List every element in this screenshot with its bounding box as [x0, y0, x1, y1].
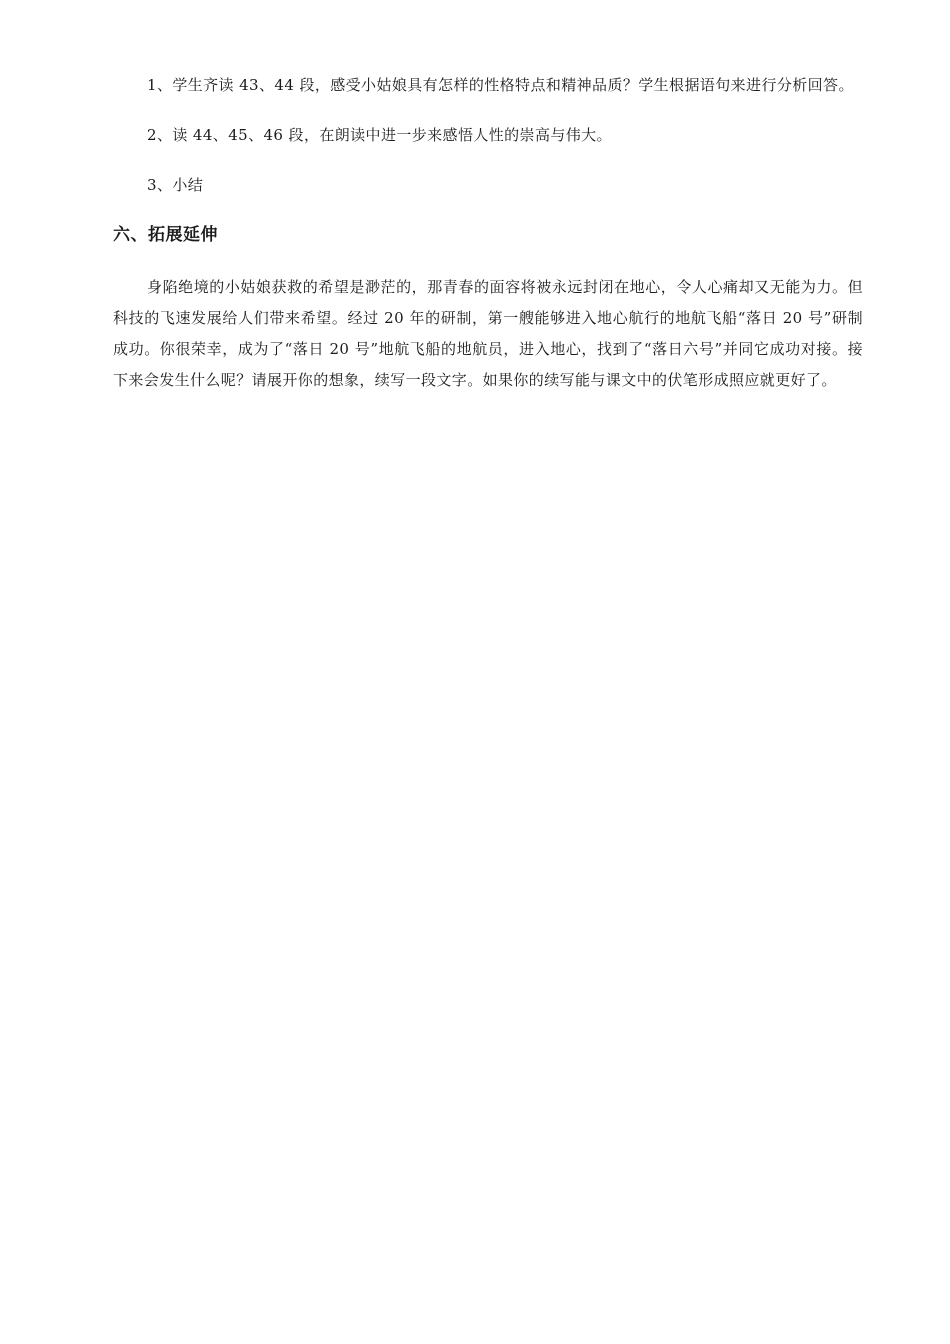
section-heading: 六、拓展延伸	[113, 225, 218, 245]
list-item-2: 2、读 44、45、46 段，在朗读中进一步来感悟人性的崇高与伟大。	[147, 126, 612, 144]
list-item-3: 3、小结	[147, 176, 204, 194]
document-page	[113, 70, 863, 396]
list-item-1: 1、学生齐读 43、44 段，感受小姑娘具有怎样的性格特点和精神品质？学生根据语句来进行分析回答。	[147, 76, 854, 94]
section-paragraph: 身陷绝境的小姑娘获救的希望是渺茫的，那青春的面容将被永远封闭在地心，令人心痛却又无能为力。但科技的飞速发展给人们带来希望。经过 20 年的研制，第一艘能够进入地心航行的地航飞船“落日 20 号”研制成功。你很荣幸，成为了“落日 20 号”地航飞船的地航员，进入地心，找到了“落日六号”并同它成功对接。接下来会发生什么呢？请展开你的想象，续写一段文字。如果你的续写能与课文中的伏笔形成照应就更好了。	[113, 278, 863, 389]
